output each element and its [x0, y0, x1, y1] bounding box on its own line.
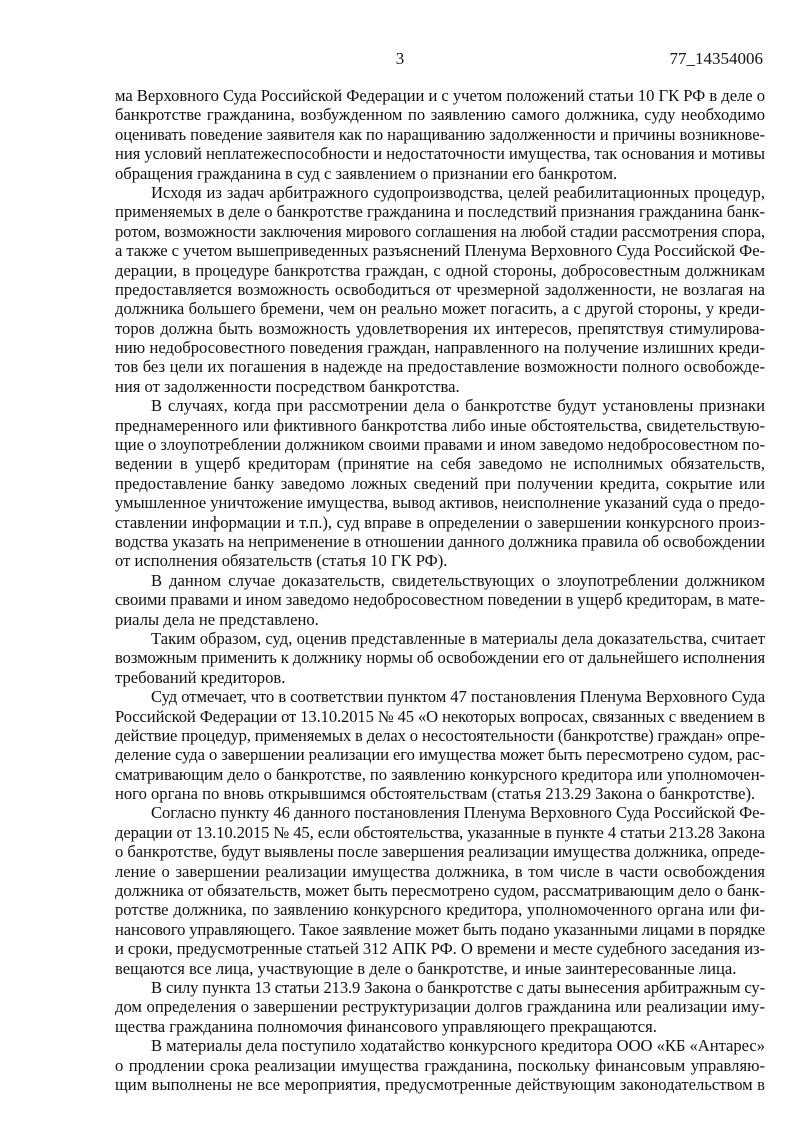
paragraph [115, 803, 765, 978]
text-line: должника от обязательств, может быть пересмотрено судом, рассматривающим дело о банк- [115, 881, 765, 901]
text-line: возможным применить к должнику нормы об освобождении его от дальнейшего исполнения [115, 648, 765, 668]
paragraph [115, 183, 765, 396]
text-line: нансового управляющего. Такое заявление может быть подано указанными лицами в порядке [115, 919, 765, 939]
paragraph [115, 629, 765, 687]
text-line: тов без цели их погашения в надежде на предоставление возможности полного освобожде- [115, 357, 765, 377]
text-line: Исходя из задач арбитражного судопроизводства, целей реабилитационных процедур, [151, 182, 765, 202]
text-line: ротом, возможности заключения мирового соглашения на любой стадии рассмотрения спора, [115, 221, 766, 241]
text-line: щие о злоупотреблении должником своими правами и ином заведомо недобросовестном по- [115, 435, 765, 455]
text-line: ма Верховного Суда Российской Федерации и с учетом положений статьи 10 ГК РФ в деле о [115, 86, 765, 105]
text-line: Суд отмечает, что в соответствии пунктом 47 постановления Пленума Верховного Суда [151, 687, 765, 707]
text-line: дерации, в процедуре банкротства граждан, с одной стороны, добросовестным должникам [115, 260, 765, 280]
paragraph [115, 571, 765, 629]
paragraph [115, 1036, 765, 1094]
text-line: применяемых в деле о банкротстве гражданина и последствий признания гражданина банк- [115, 202, 765, 222]
paragraph [115, 86, 765, 183]
text-line: действие процедур, применяемых в делах о несостоятельности (банкротстве) граждан» опре- [115, 725, 766, 745]
text-line: вещаются все лица, участвующие в деле о банкротстве, и иные заинтересованные лица. [115, 958, 737, 978]
text-line: водства указать на неприменение в отношении данного должника правила об освобождении [115, 531, 765, 551]
paragraph [115, 978, 765, 1036]
text-line: ния от задолженности посредством банкротства. [115, 376, 460, 396]
text-line: щества гражданина полномочия финансового управляющего прекращаются. [115, 1016, 657, 1036]
text-line: своими правами и ином заведомо недобросовестном поведении в ущерб кредиторам, в мате- [115, 590, 765, 610]
text-line: о банкротстве, будут выявлены после завершения реализации имущества должника, опреде- [115, 842, 765, 862]
text-line: ния условий неплатежеспособности и недостаточности имущества, так основания и мотивы [115, 144, 766, 164]
text-line: требований кредиторов. [115, 667, 286, 687]
text-line: о продлении срока реализации имущества гражданина, поскольку финансовым управляю- [115, 1055, 765, 1075]
text-line: нию недобросовестного поведения граждан, направленного на получение излишних креди- [115, 338, 765, 358]
text-line: деление суда о завершении реализации его имущества может быть пересмотрено судом, рас- [115, 745, 765, 765]
text-line: В материалы дела поступило ходатайство конкурсного кредитора ООО «КБ «Антарес» [151, 1036, 765, 1056]
text-line: ведении в ущерб кредиторам (принятие на себя заведомо не исполнимых обязательств, [115, 454, 765, 474]
paragraph [115, 396, 765, 571]
text-line: торов должна быть возможность удовлетворения их интересов, препятствуя стимулирова- [115, 318, 765, 338]
text-line: дерации от 13.10.2015 № 45, если обстоятельства, указанные в пункте 4 статьи 213.28 Закона [115, 822, 765, 842]
text-line: умышленное уничтожение имущества, вывод активов, неисполнение указаний суда о предо- [115, 493, 765, 513]
text-line: предоставление банку заведомо ложных сведений при получении кредита, сокрытие или [115, 473, 765, 493]
text-line: щим выполнены не все мероприятия, предусмотренные действующим законодательством в [115, 1074, 765, 1094]
text-line: Российской Федерации от 13.10.2015 № 45 «О некоторых вопросах, связанных с введением в [115, 706, 766, 726]
text-line: обращения гражданина в суд с заявлением о признании его банкротом. [115, 163, 618, 183]
text-line: дом определения о завершении реструктуризации долгов гражданина или реализации иму- [115, 997, 765, 1017]
text-line: преднамеренного или фиктивного банкротства либо иные обстоятельства, свидетельствую- [115, 415, 765, 435]
text-line: Таким образом, суд, оценив представленные в материалы дела доказательства, считает [151, 628, 765, 648]
text-line: ставлении информации и т.п.), суд вправе в определении о завершении конкурсного произ- [115, 512, 765, 532]
text-line: банкротстве гражданина, возбужденном по заявлению самого должника, суду необходимо [115, 105, 765, 125]
text-line: должника большего бремени, чем он реально может погасить, а с другой стороны, у креди- [115, 299, 765, 319]
text-line: ротстве должника, по заявлению конкурсного кредитора, уполномоченного органа или фи- [115, 900, 765, 920]
text-line: и сроки, предусмотренные статьей 312 АПК РФ. О времени и месте судебного заседания из- [115, 939, 765, 959]
text-line: оценивать поведение заявителя как по наращиванию задолженности и причины возникнове- [115, 124, 765, 144]
text-line: предоставляется возможность освободиться от чрезмерной задолженности, не возлагая на [115, 279, 765, 299]
text-line: ление о завершении реализации имущества должника, в том числе в части освобождения [115, 861, 765, 881]
text-line: Согласно пункту 46 данного постановления Пленума Верховного Суда Российской Фе- [151, 803, 766, 823]
case-number: 77_14354006 [669, 49, 763, 68]
text-line: В данном случае доказательств, свидетельствующих о злоупотреблении должником [151, 570, 765, 590]
text-line: В случаях, когда при рассмотрении дела о банкротстве будут установлены признаки [151, 396, 765, 416]
text-line: В силу пункта 13 статьи 213.9 Закона о банкротстве с даты вынесения арбитражным су- [151, 977, 765, 997]
text-line: а также с учетом вышеприведенных разъяснений Пленума Верховного Суда Российской Фе- [115, 241, 765, 261]
text-line: от исполнения обязательств (статья 10 ГК РФ). [115, 551, 448, 571]
document-body [115, 86, 765, 1094]
text-line: риалы дела не представлено. [115, 609, 319, 629]
page-number: 3 [395, 49, 405, 68]
text-line: сматривающим дело о банкротстве, по заявлению конкурсного кредитора или уполномочен- [115, 764, 765, 784]
paragraph [115, 687, 765, 803]
text-line: ного органа по вновь открывшимся обстоятельствам (статья 213.29 Закона о банкротстве). [115, 784, 756, 804]
